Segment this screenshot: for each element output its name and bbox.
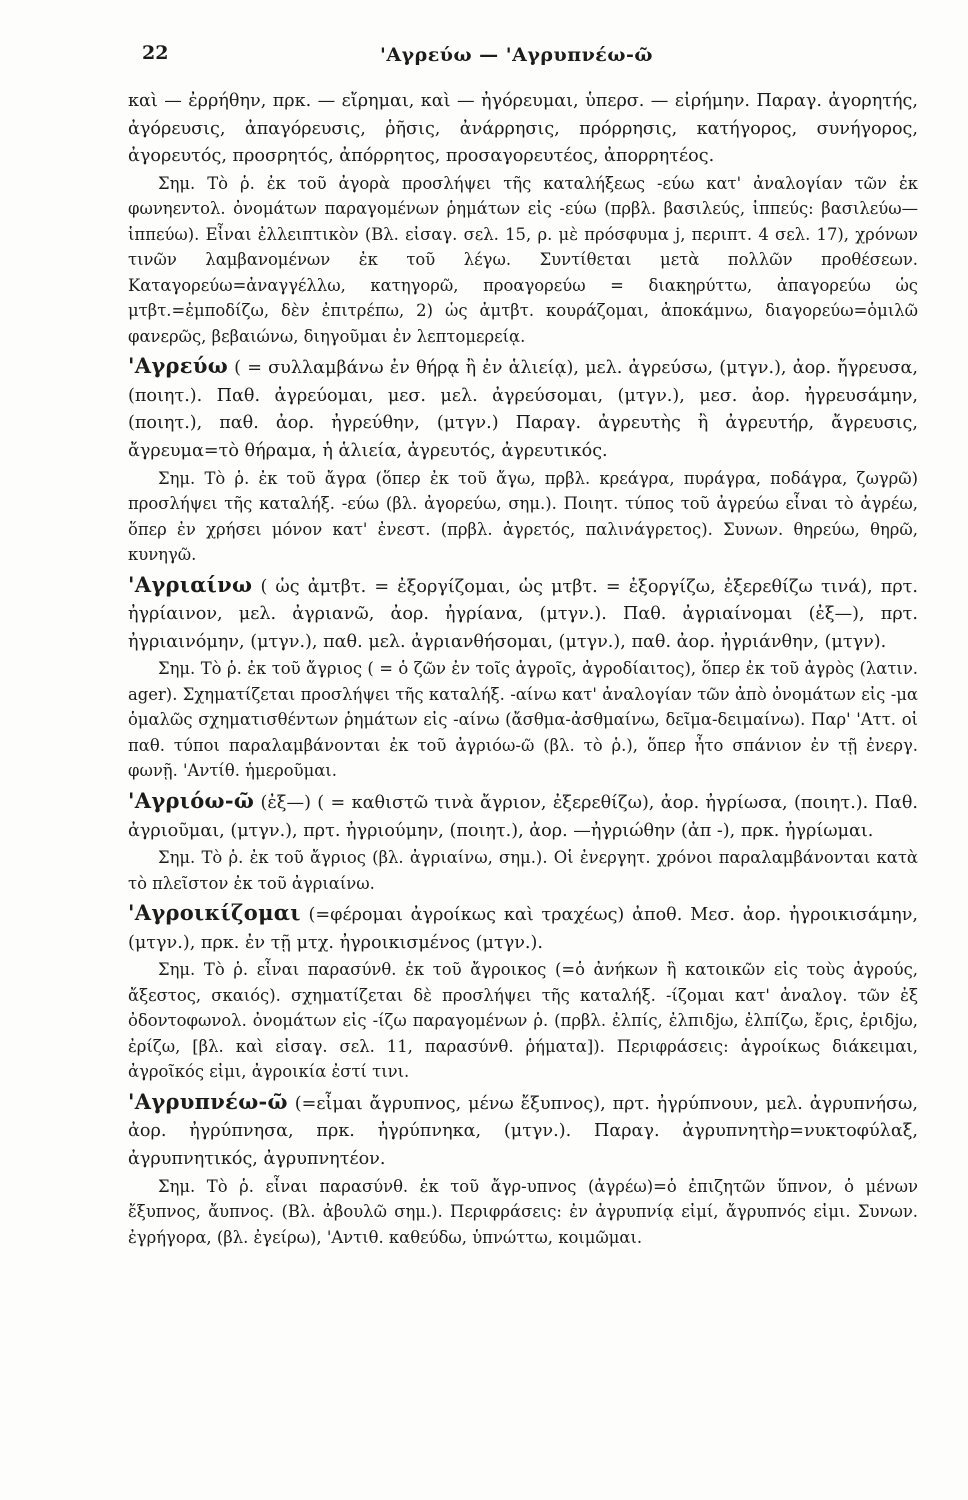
paragraph-text: (=εἶμαι ἄγρυπνος, μένω ἔξυπνος), πρτ. ἠγρύπνουν, μελ. ἀγρυπνήσω, ἀορ. ἠγρύπνησα, πρκ. ἠγρύπνηκα, (μτγν.). Παραγ. ἀγρυπνητὴρ=νυκτοφύλαξ, ἀγρυπνητικός, ἀγρυπνητέον. [128,1093,918,1169]
paragraph-text: ( ὡς ἀμτβτ. = ἐξοργίζομαι, ὡς μτβτ. = ἐξοργίζω, ἐξερεθίζω τινά), πρτ. ἠγρίαινον, μελ. ἀγριανῶ, ἀορ. ἠγρίανα, (μτγν.). Παθ. ἀγριαίνομαι (ἐξ—), πρτ. ἠγριαινόμην, (μτγν.), παθ. μελ. ἀγριανθήσομαι, (μτγν.), παθ. ἀορ. ἠγριάνθην, (μτγν). [128,576,918,652]
paragraph-text: Σημ. Τὸ ῥ. ἐκ τοῦ ἀγορὰ προσλήψει τῆς καταλήξεως -εύω κατ' ἀναλογίαν τῶν ἐκ φωνηεντολ. ὀνομάτων παραγομένων ῥημάτων εἰς -εύω (πρβλ. βασιλεύς, ἱππεύς: βασιλεύω—ἱππεύω). Εἶναι ἐλλειπτικὸν (Βλ. εἰσαγ. σελ. 15, ρ. μὲ πρόσφυμα j, περιπτ. 4 σελ. 17), χρόνων τινῶν λαμβανομένων ἐκ τοῦ λέγω. Συντίθεται μετὰ πολλῶν προθέσεων. Καταγορεύω=ἀναγγέλλω, κατηγορῶ, προαγορεύω = διακηρύττω, ἀπαγορεύω ὡς μτβτ.=ἐμποδίζω, δὲν ἐπιτρέπω, 2) ὡς ἀμτβτ. κουράζομαι, ἀποκάμνω, διαγορεύω=ὁμιλῶ φανερῶς, βεβαιώνω, διηγοῦμαι ἐν λεπτομερείᾳ. [128,173,918,346]
entry-lemma: 'Αγριόω-ῶ [128,787,255,813]
entry-lemma: 'Αγροικίζομαι [128,900,301,926]
note-paragraph [128,171,918,350]
page-header [0,38,968,78]
paragraph-text: καὶ — ἐρρήθην, πρκ. — εἴρημαι, καὶ — ἠγόρευμαι, ὑπερσ. — εἰρήμην. Παραγ. ἀγορητής, ἀγόρευσις, ἀπαγόρευσις, ῥῆσις, ἀνάρρησις, πρόρρησις, κατήγορος, συνήγορος, ἀγορευτός, προσρητός, ἀπόρρητος, προσαγορευτέος, ἀπορρητέος. [128,91,918,167]
paragraph-text: (ἐξ—) ( = καθιστῶ τινὰ ἄγριον, ἐξερεθίζω), ἀορ. ἠγρίωσα, (ποιητ.). Παθ. ἀγριοῦμαι, (μτγν.), πρτ. ἠγριούμην, (ποιητ.), ἀορ. —ἠγριώθην (ἀπ -), πρκ. ἠγρίωμαι. [128,792,918,841]
entry-continuation [128,88,918,171]
paragraph-text: Σημ. Τὸ ῥ. ἐκ τοῦ ἄγριος (βλ. ἀγριαίνω, σημ.). Οἱ ἐνεργητ. χρόνοι παραλαμβάνονται κατὰ τὸ πλεῖστον ἐκ τοῦ ἀγριαίνω. [128,848,918,893]
entry-lemma: 'Αγρυπνέω-ῶ [128,1088,288,1114]
note-paragraph [128,1174,918,1251]
paragraph-text: Σημ. Τὸ ῥ. εἶναι παρασύνθ. ἐκ τοῦ ἄγρ-υπνος (ἀγρέω)=ὁ ἐπιζητῶν ὕπνον, ὁ μένων ἔξυπνος, ἄυπνος. (Βλ. ἀβουλῶ σημ.). Περιφράσεις: ἐν ἀγρυπνίᾳ εἰμί, ἄγρυπνός εἰμι. Συνων. ἐγρήγορα, (βλ. ἐγείρω), 'Αντιθ. καθεύδω, ὑπνώττω, κοιμῶμαι. [128,1176,918,1247]
paragraph-text: Σημ. Τὸ ῥ. ἐκ τοῦ ἄγρα (ὅπερ ἐκ τοῦ ἄγω, πρβλ. κρεάγρα, πυράγρα, ποδάγρα, ζωγρῶ) προσλήψει τῆς καταλήξ. -εύω (βλ. ἀγορεύω, σημ.). Ποιητ. τύπος τοῦ ἀγρεύω εἶναι τὸ ἀγρέω, ὅπερ ἐν χρήσει μόνον κατ' ἐνεστ. (πρβλ. ἀγρετός, παλινάγρετος). Συνων. θηρεύω, θηρῶ, κυνηγῶ. [128,468,918,565]
paragraph-text: (=φέρομαι ἀγροίκως καὶ τραχέως) ἀποθ. Μεσ. ἀορ. ἠγροικισάμην, (μτγν.), πρκ. ἐν τῇ μτχ. ἠγροικισμένος (μτγν.). [128,905,918,953]
dictionary-entry [128,571,918,657]
paragraph-text: Σημ. Τὸ ῥ. εἶναι παρασύνθ. ἐκ τοῦ ἄγροικος (=ὁ ἀνήκων ἢ κατοικῶν εἰς τοὺς ἀγρούς, ἄξεστος, σκαιός). σχηματίζεται δὲ προσλήψει τῆς καταλήξ. -ίζομαι κατ' ἀναλογ. τῶν ἐξ ὀδοντοφωνολ. ὀνομάτων εἰς -ίζω παραγομένων ῥ. (πρβλ. ἐλπίς, ἐλπιδjω, ἐλπίζω, ἔρις, ἐριδjω, ἐρίζω, [βλ. καὶ εἰσαγ. σελ. 11, παρασύνθ. ῥήματα]). Περιφράσεις: ἀγροίκως διάκειμαι, ἀγροῖκός εἰμι, ἀγροικία ἐστί τινι. [128,960,918,1082]
note-paragraph [128,656,918,784]
page-body [128,88,918,1250]
running-head: 'Αγρεύω — 'Αγρυπνέω-ῶ [380,44,653,66]
entry-lemma: 'Αγριαίνω [128,571,253,597]
dictionary-entry [128,787,918,845]
dictionary-entry [128,352,918,465]
paragraph-text: Σημ. Τὸ ῥ. ἐκ τοῦ ἄγριος ( = ὁ ζῶν ἐν τοῖς ἀγροῖς, ἀγροδίαιτος), ὅπερ ἐκ τοῦ ἀγρὸς (λατιν. ager). Σχηματίζεται προσλήψει τῆς καταλήξ. -αίνω κατ' ἀναλογίαν τῶν ἀπὸ ὀνομάτων εἰς -μα ὁμαλῶς σχηματισθέντων ῥημάτων εἰς -αίνω (ἄσθμα-ἀσθμαίνω, δεῖμα-δειμαίνω). Παρ' 'Αττ. οἱ παθ. τύποι παραλαμβάνονται ἐκ τοῦ ἀγριόω-ῶ (βλ. τὸ ῥ.), ὅπερ ἦτο σπάνιον ἐν τῇ ἐνεργ. φωνῇ. 'Αντίθ. ἡμεροῦμαι. [128,659,918,781]
dictionary-entry [128,1088,918,1174]
dictionary-entry [128,899,918,957]
note-paragraph [128,845,918,896]
entry-lemma: 'Αγρεύω [128,353,228,379]
note-paragraph [128,466,918,568]
page-number: 22 [142,42,169,64]
note-paragraph [128,957,918,1085]
paragraph-text: ( = συλλαμβάνω ἐν θήρᾳ ἢ ἐν ἁλιείᾳ), μελ. ἀγρεύσω, (μτγν.), ἀορ. ἤγρευσα, (ποιητ.). Παθ. ἀγρεύομαι, μεσ. μελ. ἀγρεύσομαι, (μτγν.), μεσ. ἀορ. ἠγρευσάμην, (ποιητ.), παθ. ἀορ. ἠγρεύθην, (μτγν.) Παραγ. ἀγρευτὴς ἢ ἀγρευτήρ, ἄγρευσις, ἄγρευμα=τὸ θήραμα, ἡ ἁλιεία, ἀγρευτός, ἀγρευτικός. [128,358,918,462]
